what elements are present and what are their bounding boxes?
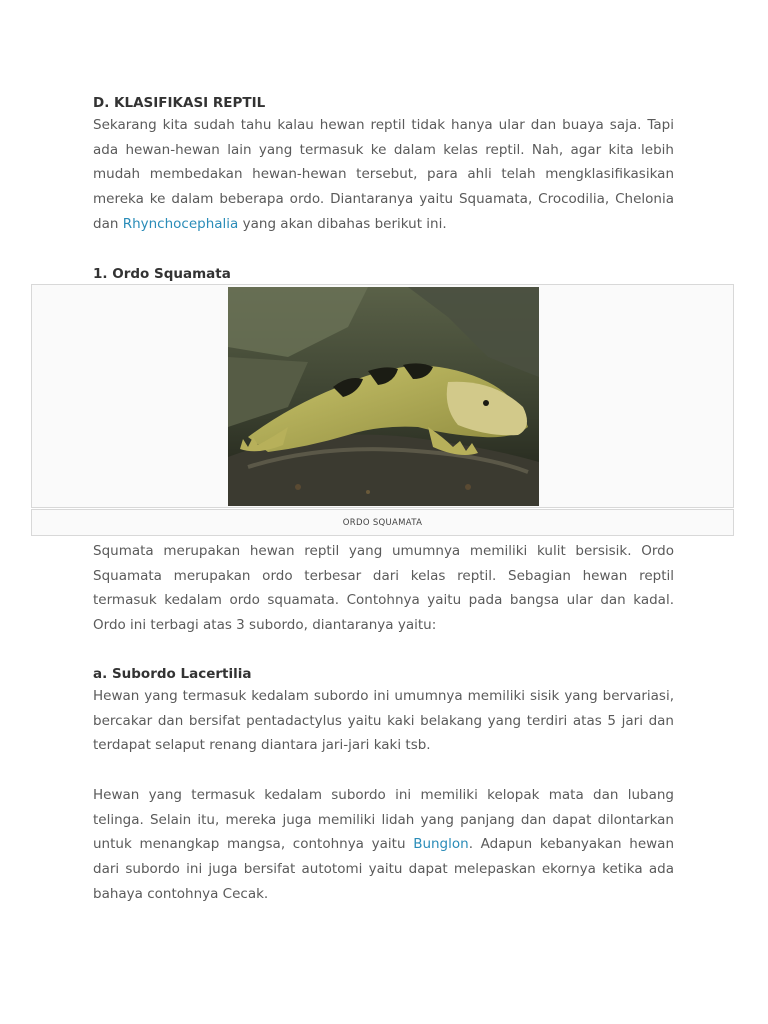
lizard-photo [228,287,539,506]
ordo-description-block [93,539,674,638]
para2-text-end: . Adapun kebanyakan hewan dari subordo ini juga bersifat autotomi yaitu dapat melepaskan ekornya ketika ada bahaya contohnya Cecak. [93,836,674,902]
para2-text-start: Hewan yang termasuk kedalam subordo ini memiliki kelopak mata dan lubang telinga. Selain itu, mereka juga memiliki lidah yang panjang dan dapat dilontarkan untuk menangkap mangsa, contohnya yaitu [93,787,674,853]
section-title: D. KLASIFIKASI REPTIL [93,95,266,111]
ordo-title: 1. Ordo Squamata [93,266,231,282]
ordo-description: Squmata merupakan hewan reptil yang umumnya memiliki kulit bersisik. Ordo Squamata merupakan ordo terbesar dari kelas reptil. Sebagian hewan reptil termasuk kedalam ordo squamata. Contohnya yaitu pada bangsa ular dan kadal. Ordo ini terbagi atas 3 subordo, diantaranya yaitu: [93,543,674,634]
subordo-para2-block [93,783,674,907]
section-klasifikasi [93,93,674,237]
subordo-paragraph-2 [93,783,674,907]
intro-paragraph [93,113,674,237]
intro-text-start: Sekarang kita sudah tahu kalau hewan reptil tidak hanya ular dan buaya saja. Tapi ada hewan-hewan lain yang termasuk ke dalam kelas reptil. Nah, agar kita lebih mudah membedakan hewan-hewan tersebut, para ahli telah mengklasifikasikan mereka ke dalam beberapa ordo. Diantaranya yaitu Squamata, Crocodilia, Chelonia dan [93,117,674,232]
bunglon-link[interactable]: Bunglon [413,836,469,853]
subordo-paragraph-1: Hewan yang termasuk kedalam subordo ini umumnya memiliki sisik yang bervariasi, bercakar dan bersifat pentadactylus yaitu kaki belakang yang terdiri atas 5 jari dan terdapat selaput renang diantara jari-jari kaki tsb. [93,688,674,754]
figure-caption: ORDO SQUAMATA [342,517,423,528]
ordo-heading-block [93,264,674,284]
subordo-block [93,664,674,758]
subordo-title: a. Subordo Lacertilia [93,666,252,682]
intro-text-end: yang akan dibahas berikut ini. [238,215,447,232]
rhynchocephalia-link[interactable]: Rhynchocephalia [122,215,239,232]
figure-caption-box [31,509,734,536]
